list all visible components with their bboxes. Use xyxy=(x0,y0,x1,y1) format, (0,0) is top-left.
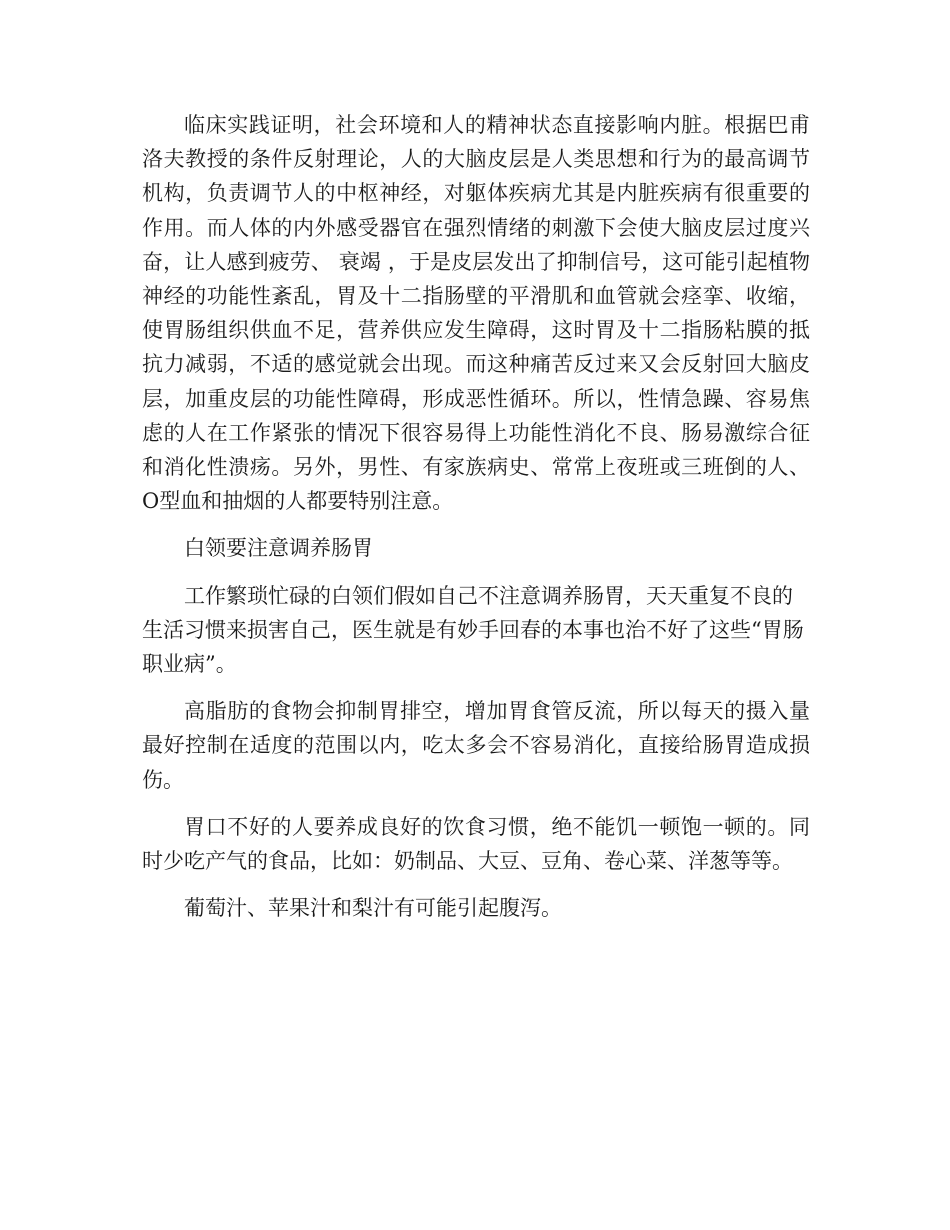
paragraph-eating-habits: 胃口不好的人要养成良好的饮食习惯，绝不能饥一顿饱一顿的。同时少吃产气的食品，比如：奶制品、大豆、豆角、卷心菜、洋葱等等。 xyxy=(142,814,810,874)
section-heading-white-collar: 白领要注意调养肠胃 xyxy=(184,536,373,561)
document-body xyxy=(142,108,810,938)
paragraph-juice-diarrhea: 葡萄汁、苹果汁和梨汁有可能引起腹泻。 xyxy=(184,896,562,921)
paragraph-high-fat-food: 高脂肪的食物会抑制胃排空，增加胃食管反流，所以每天的摄入量最好控制在适度的范围以内，吃太多会不容易消化，直接给肠胃造成损伤。 xyxy=(142,699,810,792)
paragraph-mental-state: 临床实践证明，社会环境和人的精神状态直接影响内脏。根据巴甫洛夫教授的条件反射理论，人的大脑皮层是人类思想和行为的最高调节机构，负责调节人的中枢神经，对躯体疾病尤其是内脏疾病有很重要的作用。而人体的内外感受器官在强烈情绪的刺激下会使大脑皮层过度兴奋，让人感到疲劳、 衰竭 ，于是皮层发出了抑制信号，这可能引起植物神经的功能性紊乱，胃及十二指肠壁的平滑肌和血管就会痉挛、收缩，使胃肠组织供血不足，营养供应发生障碍，这时胃及十二指肠粘膜的抵抗力减弱，不适的感觉就会出现。而这种痛苦反过来又会反射回大脑皮层，加重皮层的功能性障碍，形成恶性循环。所以，性情急躁、容易焦虑的人在工作紧张的情况下很容易得上功能性消化不良、肠易激综合征和消化性溃疡。另外，男性、有家族病史、常常上夜班或三班倒的人、O型血和抽烟的人都要特别注意。 xyxy=(142,113,810,514)
paragraph-white-collar-habits: 工作繁琐忙碌的白领们假如自己不注意调养肠胃，天天重复不良的生活习惯来损害自己，医生就是有妙手回春的本事也治不好了这些“胃肠职业病”。 xyxy=(142,583,804,677)
